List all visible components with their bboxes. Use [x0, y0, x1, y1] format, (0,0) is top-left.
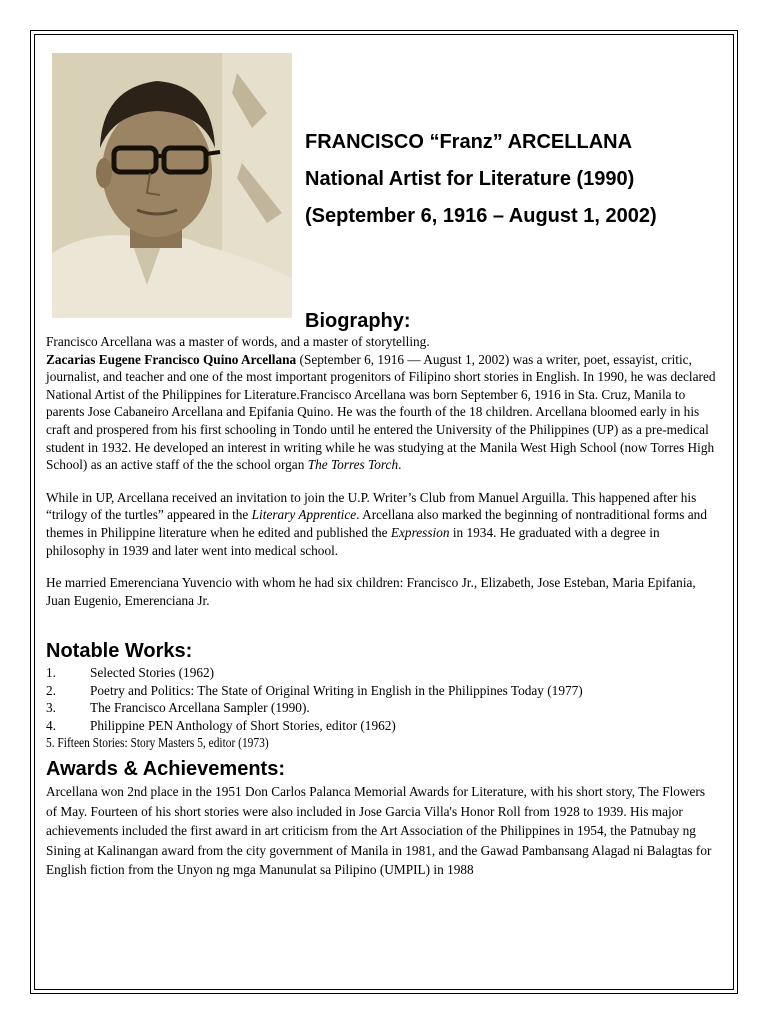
biography-paragraph-2 [46, 489, 716, 559]
header-name: FRANCISCO “Franz” ARCELLANA [305, 131, 633, 153]
list-item [46, 699, 716, 717]
list-item-text: Poetry and Politics: The State of Original Writing in English in the Philippines Today (1977) [90, 682, 583, 698]
biography-p2-c: in 1934. He graduated with a degree in philosophy in 1939 and later went into medical school. [46, 524, 660, 558]
list-item-text: 5. Fifteen Stories: Story Masters 5, editor (1973) [46, 735, 269, 751]
awards-heading: Awards & Achievements: [46, 758, 285, 780]
expression-title: Expression [390, 524, 450, 540]
list-item-text: Philippine PEN Anthology of Short Stories, editor (1962) [90, 717, 396, 733]
list-item-number: 3. [46, 700, 56, 716]
biography-p1-text: (September 6, 1916 — August 1, 2002) was a writer, poet, essayist, critic, journalist, and teacher and one of the most important progenitors of Filipino short stories in English. In 1990, he was declared National Artist of the Philippines for Literature.Francisco Arcellana was born September 6, 1916 in Sta. Cruz, Manila to parents Jose Cabaneiro Arcellana and Epifania Quino. He was the fourth of the 18 children. Arcellana bloomed early in his craft and prospered from his first schooling in Tondo until he entered the University of the Philippines (UP) as a pre-medical student in 1932. He developed an interest in writing while he was studying at the Manila West High School (now Torres High School) as an active staff of the the school organ [46, 351, 716, 473]
list-item [46, 734, 716, 752]
portrait-photo [52, 53, 292, 318]
portrait-image [52, 53, 292, 318]
notable-works-list [46, 664, 716, 752]
biography-intro: Francisco Arcellana was a master of words, and a master of storytelling. [46, 334, 430, 349]
list-item-number: 4. [46, 717, 56, 733]
torres-torch-title: The Torres Torch [307, 457, 399, 473]
awards-text: Arcellana won 2nd place in the 1951 Don Carlos Palanca Memorial Awards for Literature, with his short story, The Flowers of May. Fourteen of his short stories were also included in Jose Garcia Villa's Honor Roll from 1928 to 1939. His major achievements included the first award in art criticism from the Art Association of the Philippines in 1954, the Patnubay ng Sining at Kalinangan award from the city government of Manila in 1981, and the Gawad Pambansang Alagad ni Balagtas for English fiction from the Unyon ng mga Manunulat sa Pilipino (UMPIL) in 1988 [46, 784, 712, 878]
list-item-text: The Francisco Arcellana Sampler (1990). [90, 700, 310, 716]
list-item [46, 664, 716, 682]
biography-p2-b: . Arcellana also marked the beginning of nontraditional forms and themes in Philippine literature when he edited and published the [46, 507, 707, 540]
list-item-number: 2. [46, 682, 56, 698]
biography-p2-a: While in UP, Arcellana received an invitation to join the U.P. Writer’s Club from Manuel Arguilla. This happened after his “trilogy of the turtles” appeared in the [46, 489, 697, 523]
list-item [46, 717, 716, 735]
list-item-number: 1. [46, 665, 56, 680]
literary-apprentice-title: Literary Apprentice [251, 507, 357, 523]
header-dates: (September 6, 1916 – August 1, 2002) [305, 205, 657, 227]
biography-p1-end: . [398, 457, 402, 473]
header-title: National Artist for Literature (1990) [305, 168, 635, 190]
full-name: Zacarias Eugene Francisco Quino Arcellana [46, 351, 297, 367]
list-item-text: Selected Stories (1962) [90, 665, 215, 680]
biography-paragraph-3: He married Emerenciana Yuvencio with whom he had six children: Francisco Jr., Elizabeth, Jose Esteban, Maria Epifania, Juan Eugenio, Emerenciana Jr. [46, 575, 696, 608]
notable-works-heading: Notable Works: [46, 640, 193, 662]
biography-paragraph-1 [46, 351, 716, 474]
header-block [305, 124, 657, 235]
biography-heading: Biography: [305, 310, 411, 332]
list-item [46, 682, 716, 700]
biography-text [46, 333, 716, 609]
